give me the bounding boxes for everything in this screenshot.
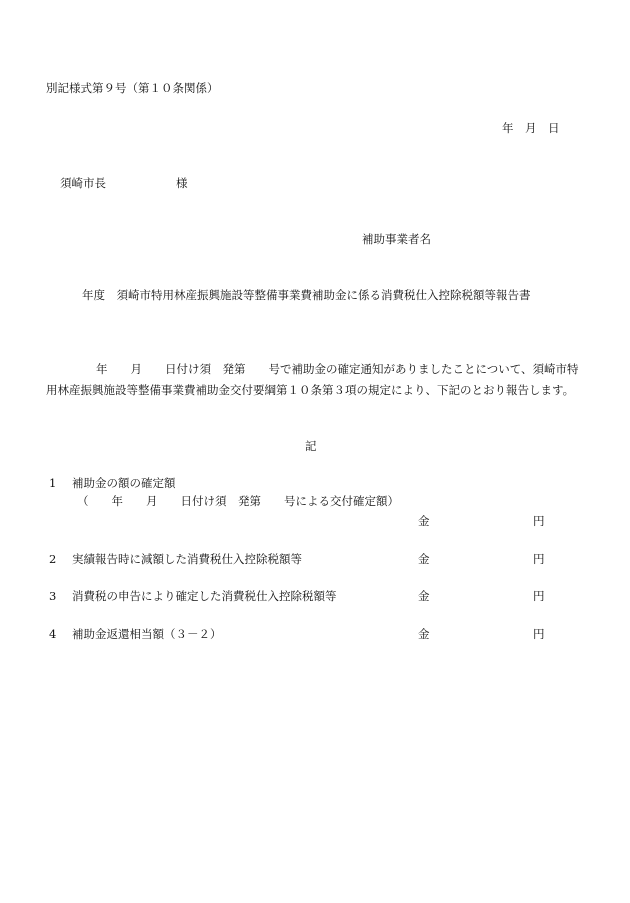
item-1-label: 補助金の額の確定額 xyxy=(72,476,176,490)
item-2-number: 2 xyxy=(49,552,57,566)
document-title: 年度 須崎市特用林産振興施設等整備事業費補助金に係る消費税仕入控除税額等報告書 xyxy=(82,288,531,302)
addressee-mayor: 須崎市長 xyxy=(60,176,106,190)
addressee-honorific: 様 xyxy=(176,176,188,190)
item-3-yen: 円 xyxy=(533,589,545,603)
body-text: 年 月 日付け須 発第 号で補助金の確定通知がありましたことについて、須崎市特用林産振興施設等整備事業費補助金交付要綱第１０条第３項の規定により、下記のとおり報告します。 xyxy=(46,362,579,397)
item-3-number: 3 xyxy=(49,589,57,603)
applicant-label: 補助事業者名 xyxy=(362,232,431,246)
item-1-yen: 円 xyxy=(533,514,545,528)
ki-heading: 記 xyxy=(305,439,317,453)
date-line: 年 月 日 xyxy=(502,121,560,135)
item-4-kin: 金 xyxy=(418,627,430,641)
body-paragraph xyxy=(46,359,586,401)
item-4-number: 4 xyxy=(49,627,57,641)
item-1-kin: 金 xyxy=(418,514,430,528)
item-3-kin: 金 xyxy=(418,589,430,603)
item-4-label: 補助金返還相当額（３－２） xyxy=(72,627,222,641)
item-1-number: 1 xyxy=(49,476,57,490)
item-3-label: 消費税の申告により確定した消費税仕入控除税額等 xyxy=(72,589,337,603)
form-reference: 別記様式第９号（第１０条関係） xyxy=(46,81,219,95)
item-2-yen: 円 xyxy=(533,552,545,566)
item-1-subnote: （ 年 月 日付け須 発第 号による交付確定額） xyxy=(77,494,399,508)
item-2-label: 実績報告時に減額した消費税仕入控除税額等 xyxy=(72,552,302,566)
item-2-kin: 金 xyxy=(418,552,430,566)
item-4-yen: 円 xyxy=(533,627,545,641)
